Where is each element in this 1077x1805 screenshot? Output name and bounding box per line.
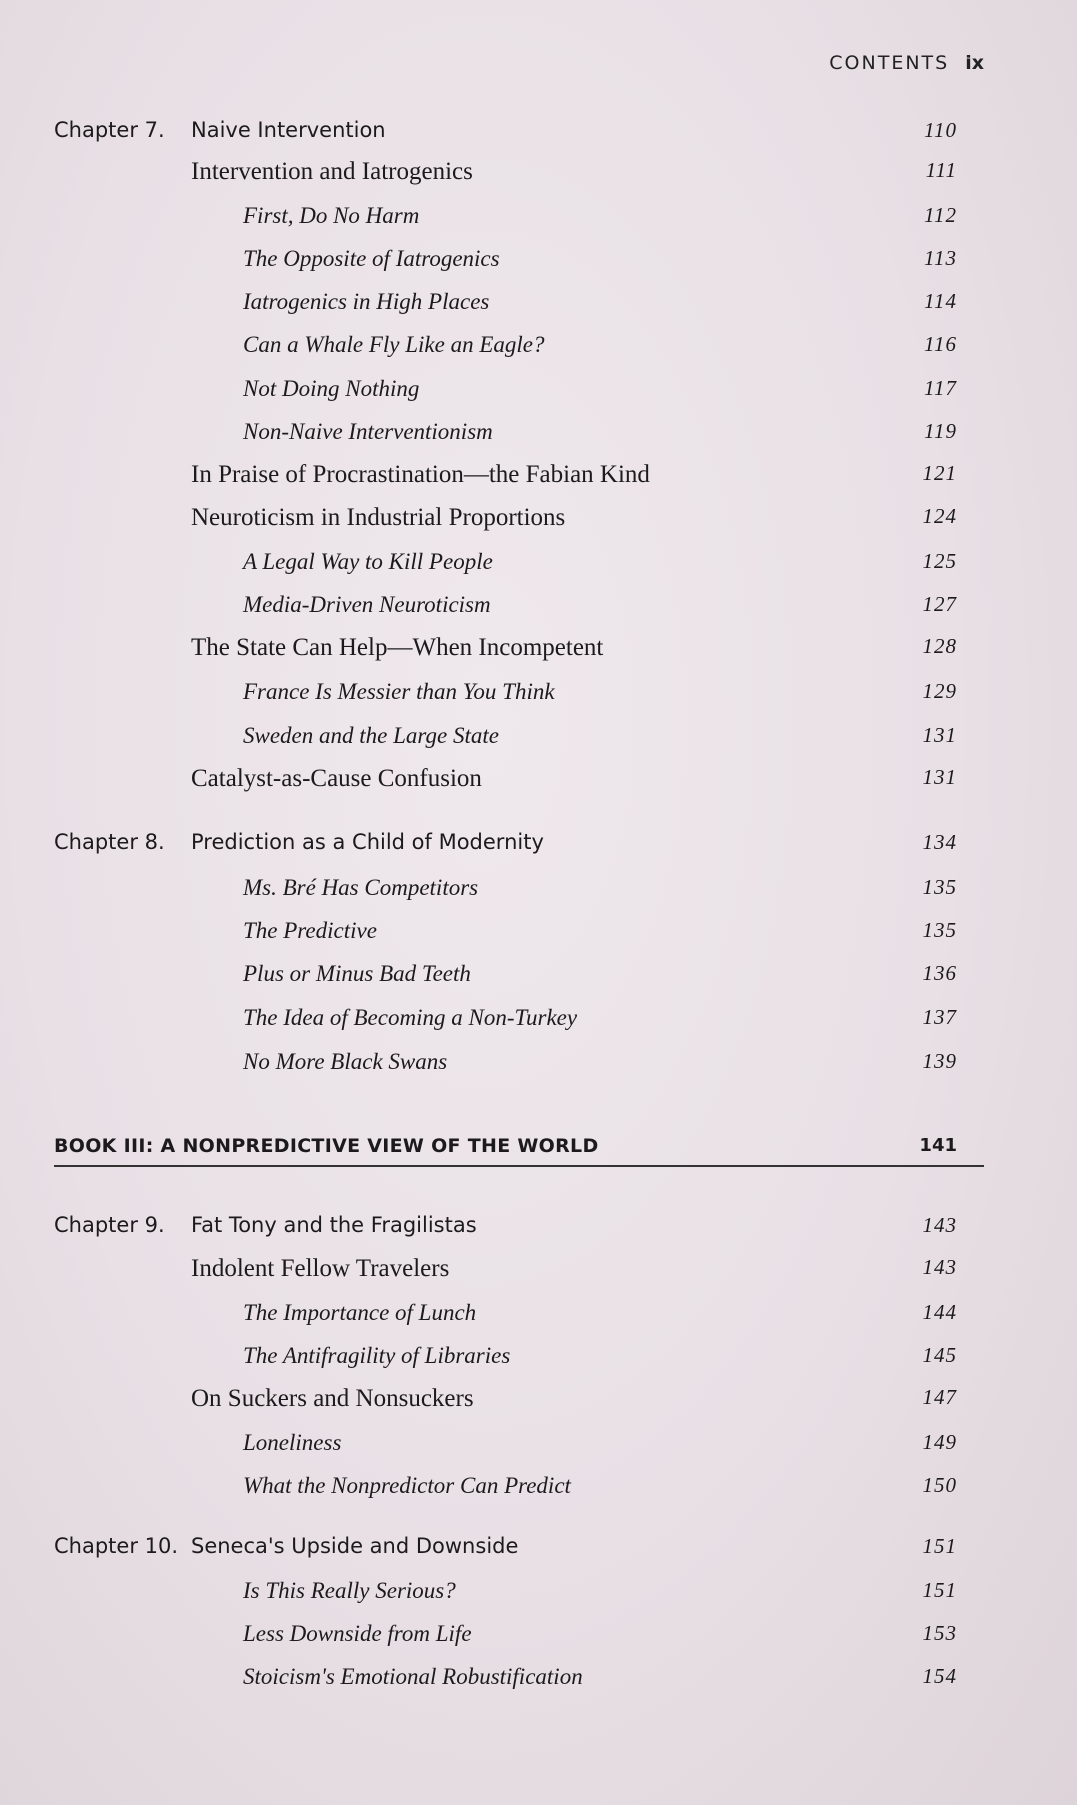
- subsection-title: Loneliness: [243, 1430, 342, 1455]
- chapter-title: Naive Intervention: [191, 118, 386, 142]
- subsection-title: First, Do No Harm: [243, 203, 420, 228]
- toc-subsection[interactable]: [0, 961, 1077, 1001]
- section-title: Catalyst-as-Cause Confusion: [191, 765, 482, 792]
- toc-subsection[interactable]: [0, 679, 1077, 719]
- subsection-title: Is This Really Serious?: [243, 1578, 456, 1603]
- toc-subsection[interactable]: [0, 1578, 1077, 1618]
- page-number: 151: [922, 1534, 957, 1558]
- toc-section[interactable]: [0, 1385, 1077, 1425]
- toc-chapter-8[interactable]: [0, 830, 1077, 870]
- section-title: Neuroticism in Industrial Proportions: [191, 504, 566, 531]
- page-number: 129: [922, 679, 957, 703]
- running-head-page-number: ix: [965, 52, 984, 74]
- toc-book-3[interactable]: [0, 1135, 1077, 1175]
- subsection-title: The Idea of Becoming a Non-Turkey: [243, 1005, 578, 1030]
- toc-subsection[interactable]: [0, 723, 1077, 763]
- chapter-title: Prediction as a Child of Modernity: [191, 830, 544, 854]
- toc-subsection[interactable]: [0, 419, 1077, 459]
- page-number: 153: [922, 1621, 957, 1645]
- subsection-title: The Antifragility of Libraries: [243, 1343, 511, 1368]
- toc-subsection[interactable]: [0, 1473, 1077, 1513]
- page-number: 135: [922, 875, 957, 899]
- chapter-title: Fat Tony and the Fragilistas: [191, 1213, 477, 1237]
- chapter-label: Chapter 10.: [54, 1534, 179, 1558]
- chapter-label: Chapter 8.: [54, 830, 165, 854]
- subsection-title: Not Doing Nothing: [243, 376, 420, 401]
- subsection-title: Non-Naive Interventionism: [243, 419, 493, 444]
- toc-subsection[interactable]: [0, 918, 1077, 958]
- toc-chapter-10[interactable]: [0, 1534, 1077, 1574]
- subsection-title: Plus or Minus Bad Teeth: [243, 961, 471, 986]
- toc-section[interactable]: [0, 158, 1077, 198]
- subsection-title: The Importance of Lunch: [243, 1300, 477, 1325]
- page-number: 137: [922, 1005, 957, 1029]
- subsection-title: A Legal Way to Kill People: [243, 549, 493, 574]
- page-number: 134: [922, 830, 957, 854]
- subsection-title: Stoicism's Emotional Robustification: [243, 1664, 583, 1689]
- page-number: 131: [922, 723, 957, 747]
- page-number: 121: [922, 461, 957, 485]
- page-number: 127: [922, 592, 957, 616]
- toc-subsection[interactable]: [0, 289, 1077, 329]
- page-number: 144: [922, 1300, 957, 1324]
- toc-subsection[interactable]: [0, 875, 1077, 915]
- toc-subsection[interactable]: [0, 1621, 1077, 1661]
- page-number: 147: [922, 1385, 957, 1409]
- section-title: Intervention and Iatrogenics: [191, 158, 473, 185]
- page-number: 145: [922, 1343, 957, 1367]
- page-number: 114: [924, 289, 957, 313]
- toc-subsection[interactable]: [0, 376, 1077, 416]
- book-title: BOOK III: A NONPREDICTIVE VIEW OF THE WORLD: [54, 1135, 599, 1157]
- section-title: Indolent Fellow Travelers: [191, 1255, 450, 1282]
- subsection-title: Media-Driven Neuroticism: [243, 592, 491, 617]
- page-number: 116: [924, 332, 957, 356]
- subsection-title: Less Downside from Life: [243, 1621, 472, 1646]
- page-number: 135: [922, 918, 957, 942]
- page-number: 141: [919, 1135, 957, 1156]
- page-number: 151: [922, 1578, 957, 1602]
- toc-section[interactable]: [0, 1255, 1077, 1295]
- subsection-title: Iatrogenics in High Places: [243, 289, 490, 314]
- page-number: 119: [924, 419, 957, 443]
- chapter-title: Seneca's Upside and Downside: [191, 1534, 519, 1558]
- page-number: 112: [924, 203, 957, 227]
- toc-section[interactable]: [0, 765, 1077, 805]
- subsection-title: No More Black Swans: [243, 1049, 448, 1074]
- page-number: 124: [922, 504, 957, 528]
- toc-subsection[interactable]: [0, 1430, 1077, 1470]
- section-title: The State Can Help—When Incompetent: [191, 634, 604, 661]
- toc-subsection[interactable]: [0, 549, 1077, 589]
- toc-subsection[interactable]: [0, 246, 1077, 286]
- toc-section[interactable]: [0, 461, 1077, 501]
- toc-subsection[interactable]: [0, 332, 1077, 372]
- page-number: 149: [922, 1430, 957, 1454]
- toc-subsection[interactable]: [0, 1343, 1077, 1383]
- toc-chapter-7[interactable]: [0, 118, 1077, 158]
- page-number: 113: [924, 246, 957, 270]
- page-number: 136: [922, 961, 957, 985]
- subsection-title: Sweden and the Large State: [243, 723, 499, 748]
- page-number: 117: [924, 376, 957, 400]
- chapter-label: Chapter 7.: [54, 118, 165, 142]
- toc-subsection[interactable]: [0, 1049, 1077, 1089]
- toc-subsection[interactable]: [0, 1300, 1077, 1340]
- section-title: On Suckers and Nonsuckers: [191, 1385, 474, 1412]
- page-number: 131: [922, 765, 957, 789]
- section-title: In Praise of Procrastination—the Fabian Kind: [191, 461, 650, 488]
- subsection-title: France Is Messier than You Think: [243, 679, 555, 704]
- page-number: 139: [922, 1049, 957, 1073]
- subsection-title: The Opposite of Iatrogenics: [243, 246, 500, 271]
- toc-subsection[interactable]: [0, 1005, 1077, 1045]
- toc-chapter-9[interactable]: [0, 1213, 1077, 1253]
- page-number: 125: [922, 549, 957, 573]
- page-number: 143: [922, 1213, 957, 1237]
- running-head-title: CONTENTS: [829, 52, 950, 74]
- running-header: [829, 52, 984, 74]
- page-number: 143: [922, 1255, 957, 1279]
- toc-subsection[interactable]: [0, 1664, 1077, 1704]
- subsection-title: The Predictive: [243, 918, 377, 943]
- toc-subsection[interactable]: [0, 592, 1077, 632]
- subsection-title: What the Nonpredictor Can Predict: [243, 1473, 571, 1498]
- toc-section[interactable]: [0, 504, 1077, 544]
- subsection-title: Ms. Bré Has Competitors: [243, 875, 479, 900]
- page-number: 110: [924, 118, 957, 142]
- chapter-label: Chapter 9.: [54, 1213, 165, 1237]
- page-number: 111: [925, 158, 957, 182]
- page-number: 150: [922, 1473, 957, 1497]
- page-number: 128: [922, 634, 957, 658]
- subsection-title: Can a Whale Fly Like an Eagle?: [243, 332, 545, 357]
- toc-subsection[interactable]: [0, 203, 1077, 243]
- toc-section[interactable]: [0, 634, 1077, 674]
- page-number: 154: [922, 1664, 957, 1688]
- book-divider-rule: [54, 1165, 984, 1167]
